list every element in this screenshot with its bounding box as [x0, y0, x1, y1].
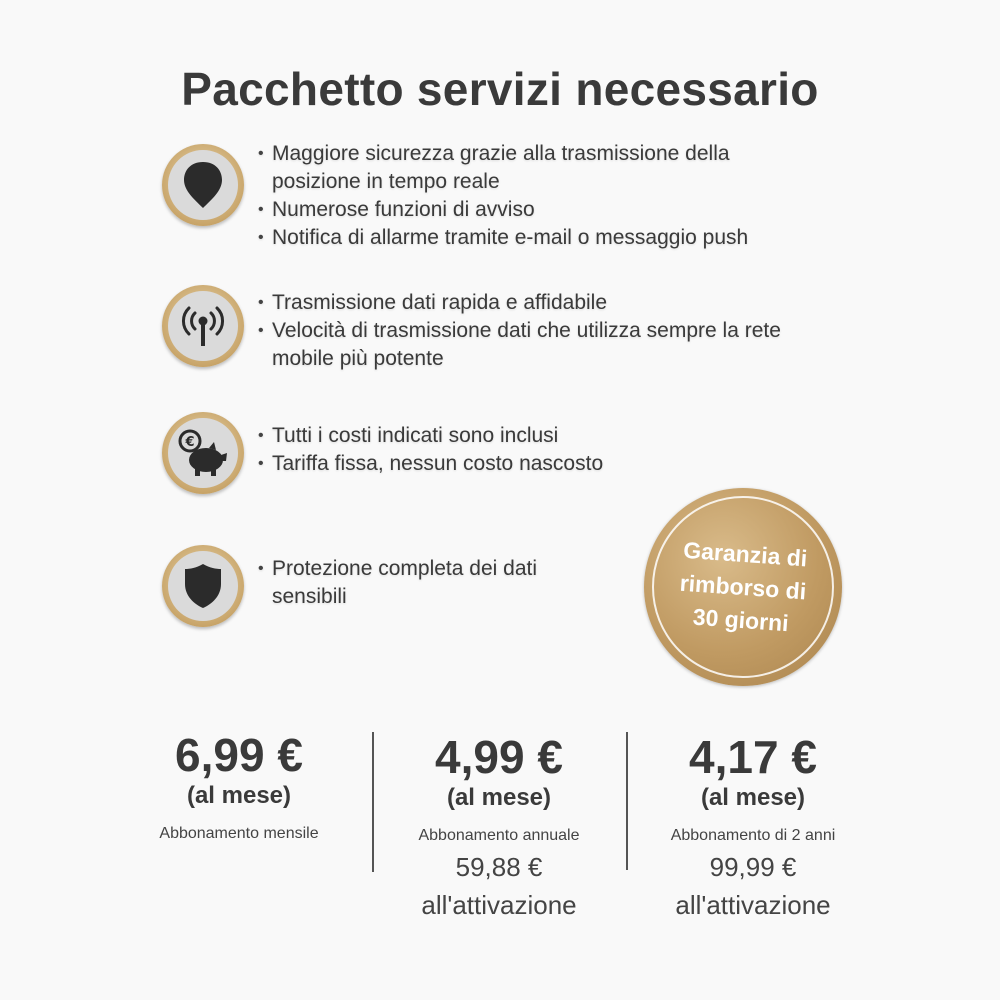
feature-bullet-list — [258, 289, 818, 373]
activation-label: all'attivazione — [675, 890, 831, 920]
price-period: (al mese) — [446, 784, 552, 811]
page-title: Pacchetto servizi necessario — [181, 63, 819, 115]
price-two-years — [628, 730, 878, 922]
seal-line: Garanzia di — [682, 536, 809, 572]
feature-bullet-list — [258, 140, 818, 252]
feature-icon-badge — [162, 545, 244, 627]
svg-text:€: € — [185, 435, 195, 450]
list-item: • Notifica di allarme tramite e-mail o messaggio push — [258, 224, 818, 252]
feature-bullet-list — [258, 422, 818, 478]
price-amount: 6,99 € — [175, 729, 303, 781]
list-item: • Maggiore sicurezza grazie alla trasmissione della posizione in tempo reale — [258, 140, 818, 196]
feature-icon-badge — [162, 285, 244, 367]
activation-price: 59,88 € — [455, 852, 543, 882]
feature-icon-badge — [162, 144, 244, 226]
signal-antenna-icon — [178, 303, 228, 349]
price-amount: 4,17 € — [689, 731, 817, 783]
piggy-bank-euro-icon — [176, 428, 230, 478]
activation-label: all'attivazione — [421, 890, 577, 920]
list-item: • Tutti i costi indicati sono inclusi — [258, 422, 818, 450]
list-item: • Velocità di trasmissione dati che utilizza sempre la rete mobile più potente — [258, 317, 818, 373]
feature-icon-badge — [162, 412, 244, 494]
price-period: (al mese) — [700, 784, 806, 811]
list-item: • Tariffa fissa, nessun costo nascosto — [258, 450, 818, 478]
seal-line: 30 giorni — [692, 603, 790, 637]
plan-name: Abbonamento mensile — [159, 825, 319, 842]
location-pin-icon — [181, 160, 225, 210]
list-item: • Numerose funzioni di avviso — [258, 196, 818, 224]
seal-line: rimborso di — [679, 569, 808, 605]
money-back-guarantee-seal — [644, 488, 842, 686]
plan-name: Abbonamento di 2 anni — [670, 827, 836, 844]
price-monthly — [114, 728, 364, 844]
list-item: • Protezione completa dei dati sensibili — [258, 555, 578, 611]
plan-name: Abbonamento annuale — [418, 827, 580, 844]
list-item: • Trasmissione dati rapida e affidabile — [258, 289, 818, 317]
shield-icon — [182, 562, 224, 610]
price-annual — [374, 730, 624, 922]
feature-bullet-list — [258, 555, 578, 611]
price-period: (al mese) — [186, 782, 292, 809]
activation-price: 99,99 € — [709, 852, 797, 882]
price-amount: 4,99 € — [435, 731, 563, 783]
